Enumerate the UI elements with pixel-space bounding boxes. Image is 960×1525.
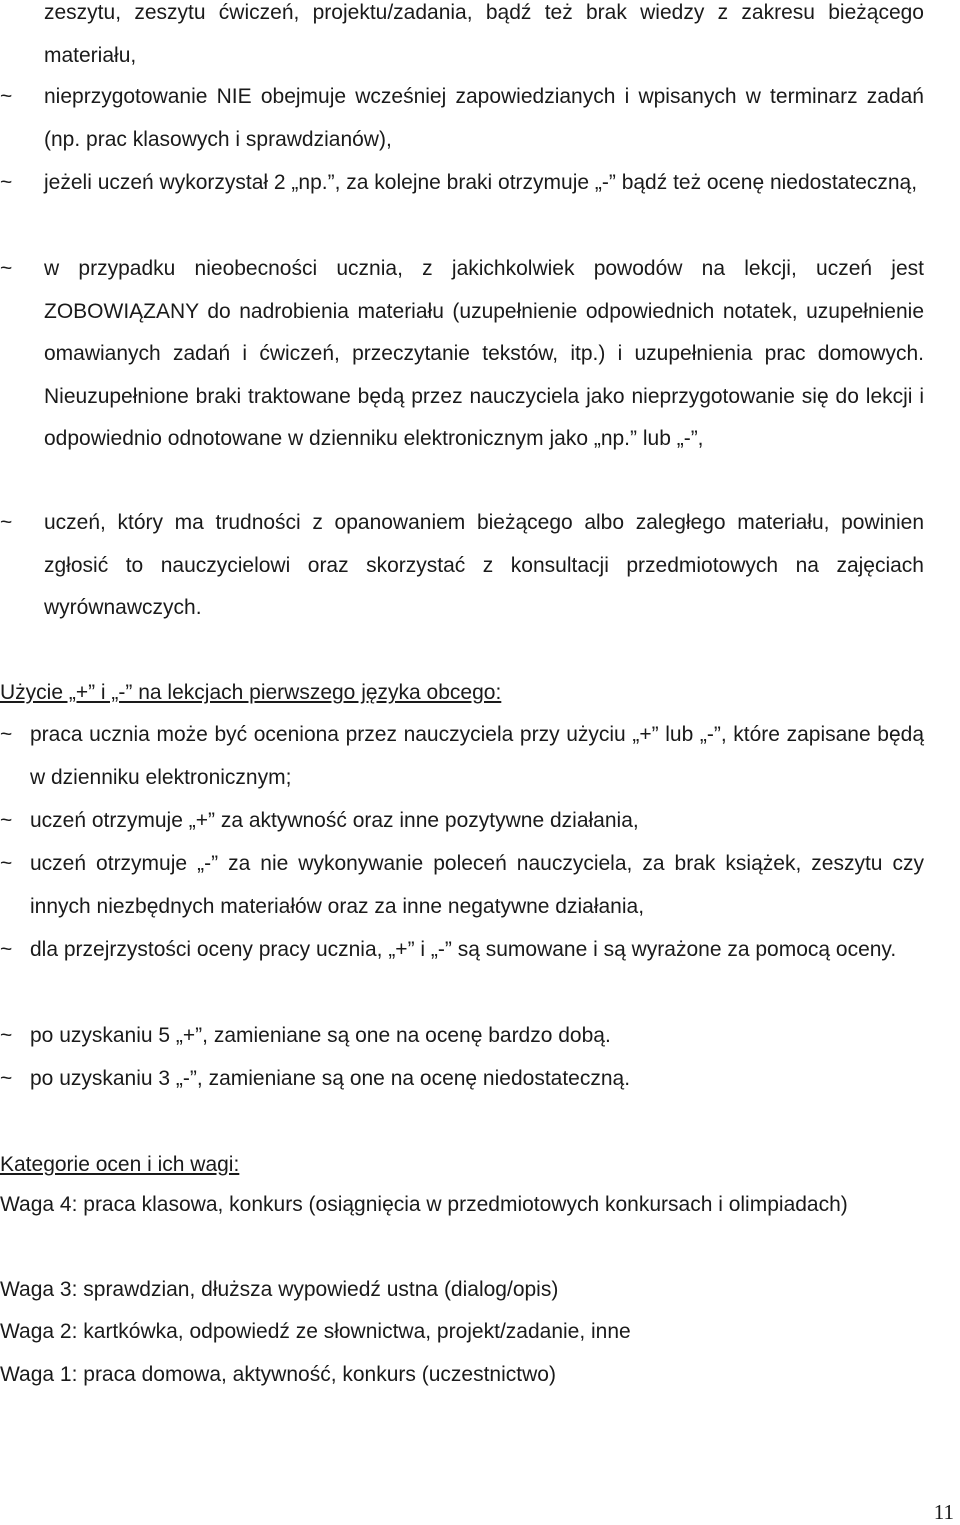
section-heading-weights: Kategorie ocen i ich wagi: [0,1153,240,1176]
bullet-marker: ~ [0,809,13,832]
page-number: 11 [933,1500,954,1524]
intro-paragraph: zeszytu, zeszytu ćwiczeń, projektu/zadania, bądź też brak wiedzy z zakresu bieżącego materiału, [44,1,924,67]
list-item: praca ucznia może być oceniona przez nauczyciela przy użyciu „+” lub „-”, które zapisane będą w dzienniku elektronicznym; [30,723,924,789]
list-item: w przypadku nieobecności ucznia, z jakichkolwiek powodów na lekcji, uczeń jest ZOBOWIĄZANY do nadrobienia materiału (uzupełnienie odpowiednich notatek, uzupełnienie omawianych zadań i ćwiczeń, przeczytanie tekstów, itp.) i uzupełnienia prac domowych. Nieuzupełnione braki traktowane będą przez nauczyciela jako nieprzygotowanie się do lekcji i odpowiednio odnotowane w dzienniku elektronicznym jako „np.” lub „-”, [44,257,924,450]
list-item: uczeń otrzymuje „+” za aktywność oraz inne pozytywne działania, [30,809,639,832]
weight-line: Waga 3: sprawdzian, dłuższa wypowiedź ustna (dialog/opis) [0,1278,559,1301]
list-item: nieprzygotowanie NIE obejmuje wcześniej zapowiedzianych i wpisanych w terminarz zadań (np. prac klasowych i sprawdzianów), [44,85,924,151]
list-item: jeżeli uczeń wykorzystał 2 „np.”, za kolejne braki otrzymuje „-” bądź też ocenę niedostateczną, [44,171,918,194]
weight-line: Waga 2: kartkówka, odpowiedź ze słownictwa, projekt/zadanie, inne [0,1320,631,1343]
bullet-marker: ~ [0,852,13,875]
bullet-marker: ~ [0,938,13,961]
bullet-marker: ~ [0,723,13,746]
bullet-marker: ~ [0,85,13,108]
list-item: po uzyskaniu 3 „-”, zamieniane są one na ocenę niedostateczną. [30,1067,631,1090]
section-heading-plus-minus: Użycie „+” i „-” na lekcjach pierwszego języka obcego: [0,681,502,704]
list-item: uczeń otrzymuje „-” za nie wykonywanie poleceń nauczyciela, za brak książek, zeszytu czy innych niezbędnych materiałów oraz za inne negatywne działania, [30,852,924,918]
bullet-marker: ~ [0,1024,13,1047]
weight-line: Waga 1: praca domowa, aktywność, konkurs (uczestnictwo) [0,1363,556,1386]
bullet-marker: ~ [0,257,13,280]
bullet-marker: ~ [0,511,13,534]
list-item: po uzyskaniu 5 „+”, zamieniane są one na ocenę bardzo dobą. [30,1024,611,1047]
bullet-marker: ~ [0,171,13,194]
list-item: uczeń, który ma trudności z opanowaniem bieżącego albo zaległego materiału, powinien zgłosić to nauczycielowi oraz skorzystać z konsultacji przedmiotowych na zajęciach wyrównawczych. [44,511,924,619]
list-item: dla przejrzystości oceny pracy ucznia, „+” i „-” są sumowane i są wyrażone za pomocą oceny. [30,938,897,961]
bullet-marker: ~ [0,1067,13,1090]
weight-line: Waga 4: praca klasowa, konkurs (osiągnięcia w przedmiotowych konkursach i olimpiadach) [0,1193,848,1216]
